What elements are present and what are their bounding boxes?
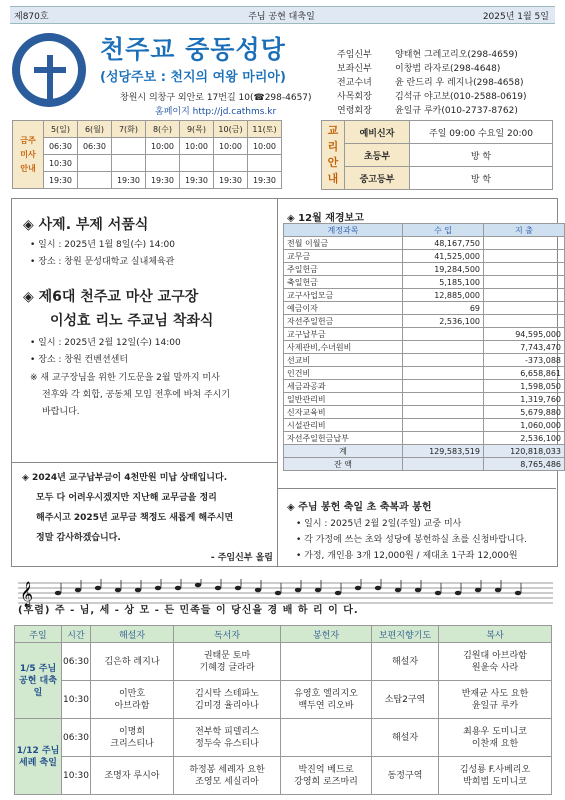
issue-date: 2025년 1월 5일 (482, 11, 549, 22)
parish-subtitle: (성당주보 : 천지의 여왕 마리아) (100, 70, 286, 85)
prayer-note: ※ 새 교구장님을 위한 기도문을 2월 말까지 미사 (30, 373, 220, 383)
mass-schedule-table: 금주 미사 안내 5(일) 6(월) 7(화) 8(수) 9(목) 10(금) 11(토) 06:30 06:30 10:00 10:00 10:00 10:00 10:30 19:30 19:30 19:30 19:30 19:30 19:30 (12, 120, 282, 189)
table-row: 교구사업모금 12,885,000 (284, 289, 565, 302)
music-note-icon (75, 588, 81, 593)
offering-title: ◈ 주님 봉헌 축일 초 축복과 봉헌 (287, 502, 432, 513)
finance-table: 계정과목 수 입 지 출 전월 이월금 48,167,750 교무금 41,525,000 주일헌금 19,284,500 축일헌금 5,185,100 교구사업모금 12,885,000 예금이자 69 자선주일헌금 2,536,100 교구납부금 94,595,000 사제관비,수녀원비 7,743,470 선교비 -373,088 인건비 6,658,861 세금과공과 1,598,050 일반관리비 1,319,760 신자교육비 5,679,880 시설관리비 1,060,000 자선주일헌금납부 2,536,100 계 129,583,519 120,818,033 잔 액 8,765,486 (283, 223, 565, 471)
hymn-lyric: (후렴) 주 - 님, 세 - 상 모 - 든 민족들 이 당신을 경 배 하 리 이 다. (18, 605, 359, 616)
catechism-side-label: 교 리 안 내 (322, 121, 345, 190)
table-row: 축일헌금 5,185,100 (284, 276, 565, 289)
music-note-icon (475, 588, 481, 593)
table-row: 시설관리비 1,060,000 (284, 419, 565, 432)
music-note-icon (115, 588, 121, 593)
parish-address: 창원시 의창구 외안로 17번길 10(☎298-4657) (120, 93, 312, 103)
installation-place: • 장소 : 창원 컨벤션센터 (30, 355, 129, 365)
installation-title2: 이성효 리노 주교님 착좌식 (50, 313, 214, 329)
table-row: 자선주일헌금납부 2,536,100 (284, 432, 565, 445)
music-note-icon (495, 588, 501, 593)
music-note-icon (135, 588, 141, 593)
ordination-date: • 일시 : 2025년 1월 8일(수) 14:00 (30, 240, 175, 250)
table-row: 1/12 주님 세례 축일 06:30 이명희 크리스티나 전부학 피델리스 정두숙 유스티나 해설자 최용우 도미니코 이찬재 요한 (15, 719, 552, 757)
table-row: 일반관리비 1,319,760 (284, 393, 565, 406)
svg-text:𝄞: 𝄞 (20, 582, 34, 607)
table-row: 계 129,583,519 120,818,033 (284, 445, 565, 458)
table-row: 사제관비,수녀원비 7,743,470 (284, 341, 565, 354)
music-note-icon (355, 586, 361, 591)
table-row: 교무금 41,525,000 (284, 250, 565, 263)
music-note-icon (415, 588, 421, 593)
top-bar (10, 6, 555, 24)
music-note-icon (435, 591, 441, 596)
finance-title: ◈ 12월 재경보고 (287, 213, 364, 224)
music-note-icon (95, 586, 101, 591)
music-note-icon (515, 591, 521, 596)
table-row: 신자교육비 5,679,880 (284, 406, 565, 419)
table-row: 세금과공과 1,598,050 (284, 380, 565, 393)
parish-title: 천주교 중동성당 (100, 35, 286, 64)
prayer-note: 전후와 각 회합, 공동체 모임 전후에 바쳐 주시기 (42, 390, 231, 400)
music-note-icon (455, 591, 461, 596)
parish-logo-icon (12, 33, 86, 107)
music-note-icon (215, 586, 221, 591)
ordination-place: • 장소 : 창원 문성대학교 실내체육관 (30, 257, 175, 267)
music-note-icon (235, 586, 241, 591)
music-note-icon (55, 591, 61, 596)
table-row: 10:30 조명자 루시아 하정봉 세례자 요한 조영모 세실리아 박진억 베드로 강영희 로즈마리 동정구역 김성룡 F.사베리오 박희범 도미니코 (15, 757, 552, 795)
occasion: 주님 공현 대축일 (248, 11, 315, 22)
music-note-icon (275, 591, 281, 596)
table-row: 교구납부금 94,595,000 (284, 328, 565, 341)
table-row: 06:30 06:30 10:00 10:00 10:00 10:00 (13, 138, 282, 155)
table-row: 자선주일헌금 2,536,100 (284, 315, 565, 328)
ordination-title: ◈ 사제. 부제 서품식 (23, 217, 149, 233)
table-row: 잔 액 8,765,486 (284, 458, 565, 471)
table-row: 예금이자 69 (284, 302, 565, 315)
music-note-icon (175, 586, 181, 591)
offering-price: • 가정, 개인용 3개 12,000원 / 제대초 1구좌 12,000원 (296, 551, 518, 561)
music-note-icon (295, 588, 301, 593)
table-row: 주일헌금 19,284,500 (284, 263, 565, 276)
music-note-icon (315, 588, 321, 593)
music-note-icon (195, 583, 201, 588)
table-row: 전월 이월금 48,167,750 (284, 237, 565, 250)
pastor-notice: ◈ 2024년 교구납부금이 4천만원 미납 상태입니다. 모두 다 어려우시겠지만 지난해 교무금을 정리 해주시고 2025년 교무금 책정도 새롭게 해주시면 정말 감사하겠습니다. - 주임신부 올림 (22, 473, 273, 563)
homepage-link[interactable]: 홈페이지 http://jd.cathms.kr (155, 107, 277, 117)
installation-title: ◈ 제6대 천주교 마산 교구장 (23, 289, 199, 305)
issue-number: 제870호 (14, 11, 49, 22)
catechism-table: 교 리 안 내 예비신자 주일 09:00 수요일 20:00 초등부 방 학 중고등부 방 학 (321, 120, 553, 190)
table-row: 1/5 주님 공현 대축일 06:30 김은하 레지나 권태문 토마 기혜경 글라라 해설자 김원대 아브라함 원윤숙 사라 (15, 643, 552, 681)
installation-date: • 일시 : 2025년 2월 12일(수) 14:00 (30, 338, 181, 348)
offering-date: • 일시 : 2025년 2월 2일(주일) 교중 미사 (296, 519, 462, 529)
music-note-icon (375, 586, 381, 591)
prayer-note: 바랍니다. (42, 407, 80, 417)
mass-side-label: 금주 미사 안내 (13, 121, 44, 189)
table-row: 선교비 -373,088 (284, 354, 565, 367)
liturgy-schedule-table: 주일 시간 해설자 독서자 봉헌자 보편지향기도 복사 1/5 주님 공현 대축일 06:30 김은하 레지나 권태문 토마 기혜경 글라라 해설자 김원대 아브라함 원윤숙 사라 10:30 이만호 아브라함 김시탁 스테파노 김미경 율리아나 유영호 엘리지오 백두연 리오바 소탑2구역 반재균 사도 요한 윤일규 루카 1/12 주님 세례 축일 06:30 이명희 크리스티나 전부학 피델리스 정두숙 유스티나 해설자 최용우 도미니코 이찬재 요한 10:30 조명자 루시아 하정봉 세례자 요한 조영모 세실리아 박진억 베드로 강영희 로즈마리 동정구역 김성룡 F.사베리오 박희범 도미니코 (14, 625, 552, 795)
music-note-icon (335, 591, 341, 596)
table-row: 19:30 19:30 19:30 19:30 19:30 19:30 (13, 172, 282, 189)
staff-list: 주임신부 양태현 그레고리오(298-4659) 보좌신부 이창범 라자로(298-4648) 전교수녀 윤 란드리 우 레지나(298-4658) 사목회장 김석규 야고보(010-2588-0619) 연령회장 윤일규 루카(010-2737-8762) (337, 50, 527, 116)
music-note-icon (395, 588, 401, 593)
table-row: 10:30 (13, 155, 282, 172)
table-row: 인건비 6,658,861 (284, 367, 565, 380)
offering-request: • 각 가정에 쓰는 초와 성당에 봉헌하실 초를 신청바랍니다. (296, 535, 528, 545)
music-note-icon (155, 586, 161, 591)
music-note-icon (255, 588, 261, 593)
table-row: 10:30 이만호 아브라함 김시탁 스테파노 김미경 율리아나 유영호 엘리지오 백두연 리오바 소탑2구역 반재균 사도 요한 윤일규 루카 (15, 681, 552, 719)
